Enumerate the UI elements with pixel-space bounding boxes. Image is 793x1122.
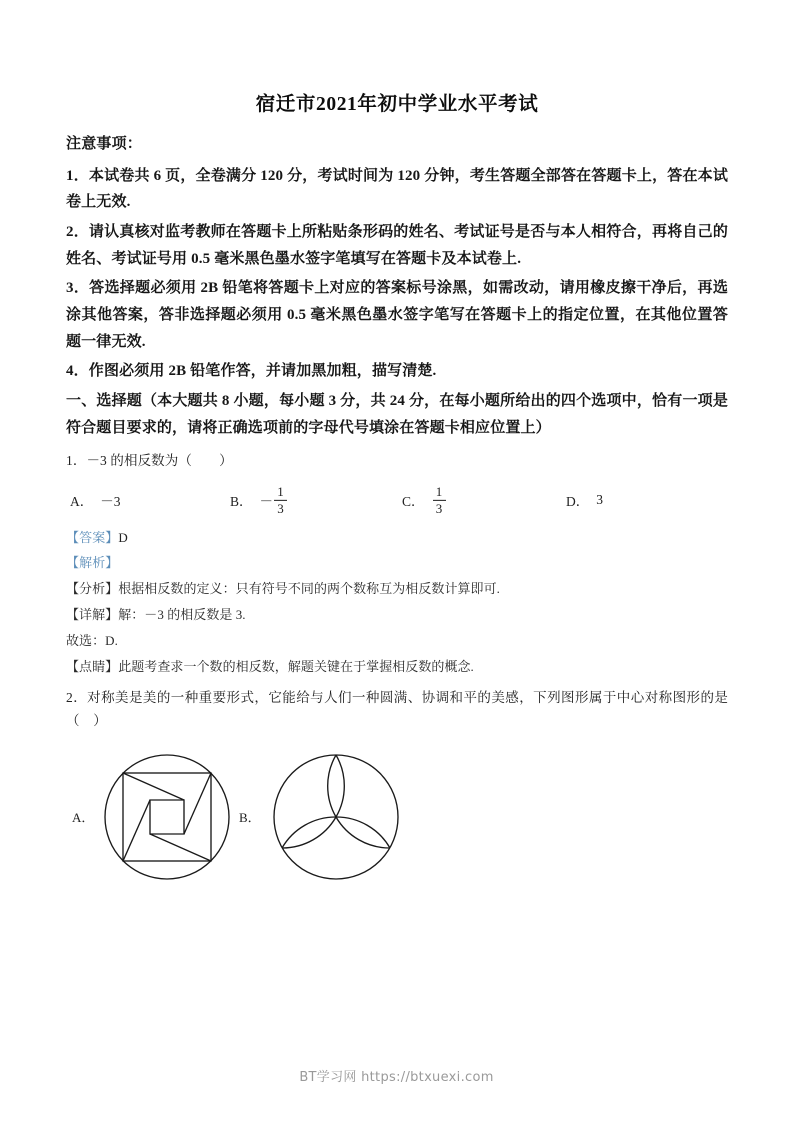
explanation-tag-fenxi: 【分析】	[66, 580, 119, 596]
option-b-sign: －	[259, 494, 274, 510]
question-1-explanation-detail	[66, 602, 728, 628]
option-c-numerator: 1	[435, 483, 443, 499]
question-1-options	[66, 477, 728, 523]
question-1-analysis-row	[66, 550, 728, 575]
explanation-text-xiangjie: 解：－3 的相反数是 3.	[118, 606, 246, 622]
circle-with-inscribed-square-pinwheel-icon	[97, 747, 237, 887]
notice-item-4: 4．作图必须用 2B 铅笔作答，并请加黑加粗，描写清楚.	[66, 363, 437, 380]
option-b-fraction	[274, 485, 287, 515]
question-1-explanation-keypoint	[66, 654, 728, 680]
question-1-answer-row	[66, 525, 728, 550]
option-c[interactable]	[402, 485, 447, 515]
question-1-stem: 1．－3 的相反数为（ ）	[66, 453, 233, 469]
page-title: 宿迁市2021年初中学业水平考试	[255, 94, 539, 115]
page-content	[66, 92, 728, 891]
option-c-letter: C．	[402, 494, 425, 510]
option-a-value: －3	[100, 494, 121, 510]
option-d-value: 3	[596, 492, 603, 508]
conclusion-text: 故选：D.	[66, 632, 118, 648]
question-1-conclusion	[66, 628, 728, 654]
explanation-tag-dianjing: 【点睛】	[66, 658, 119, 674]
notice-heading: 注意事项：	[66, 136, 143, 153]
footer-watermark: BT学习网 https://btxuexi.com	[299, 1070, 494, 1085]
circle-with-three-petal-trefoil-icon	[266, 747, 406, 887]
answer-value: D	[118, 530, 128, 546]
notice-item-3: 3．答选择题必须用 2B 铅笔将答题卡上对应的答案标号涂黑，如需改动，请用橡皮擦干净后，再选涂其他答案，答非选择题必须用 0.5 毫米黑色墨水签字笔写在答题卡上的指定位置，在其他位置答题一律无效.	[66, 280, 728, 350]
option-a-letter: A．	[70, 494, 94, 510]
explanation-text-dianjing: 此题考查求一个数的相反数，解题关键在于掌握相反数的概念.	[118, 658, 474, 674]
section-heading-multiple-choice: 一、选择题（本大题共 8 小题，每小题 3 分，共 24 分，在每小题所给出的四个选项中，恰有一项是符合题目要求的，请将正确选项前的字母代号填涂在答题卡相应位置上）	[66, 393, 728, 436]
figure-option-a-letter: A．	[72, 810, 95, 826]
answer-tag: 【答案】	[66, 530, 119, 546]
option-a[interactable]	[70, 490, 121, 510]
notice-item-2: 2．请认真核对监考教师在答题卡上所粘贴条形码的姓名、考试证号是否与本人相符合，再将自己的姓名、考试证号用 0.5 毫米黑色墨水签字笔填写在答题卡及本试卷上.	[66, 223, 728, 267]
option-b[interactable]	[230, 485, 288, 515]
explanation-text-fenxi: 根据相反数的定义：只有符号不同的两个数称互为相反数计算即可.	[118, 580, 500, 596]
figure-option-b-letter: B．	[239, 810, 261, 826]
question-2-figures	[66, 741, 728, 891]
analysis-tag: 【解析】	[66, 555, 119, 571]
option-c-fraction	[433, 485, 446, 515]
option-b-letter: B．	[230, 494, 253, 510]
option-b-numerator: 1	[277, 483, 284, 499]
option-b-denominator: 3	[277, 500, 284, 516]
option-c-denominator: 3	[435, 500, 443, 516]
question-2-stem: 2．对称美是美的一种重要形式，它能给与人们一种圆满、协调和平的美感，下列图形属于中心对称图形的是（ ）	[66, 689, 728, 729]
explanation-tag-xiangjie: 【详解】	[66, 606, 119, 622]
question-1-explanation-analysis	[66, 576, 728, 602]
option-d-letter: D．	[566, 494, 590, 510]
option-d[interactable]	[566, 490, 603, 510]
notice-item-1: 1．本试卷共 6 页，全卷满分 120 分，考试时间为 120 分钟，考生答题全部答在答题卡上，答在本试卷上无效.	[66, 167, 728, 211]
